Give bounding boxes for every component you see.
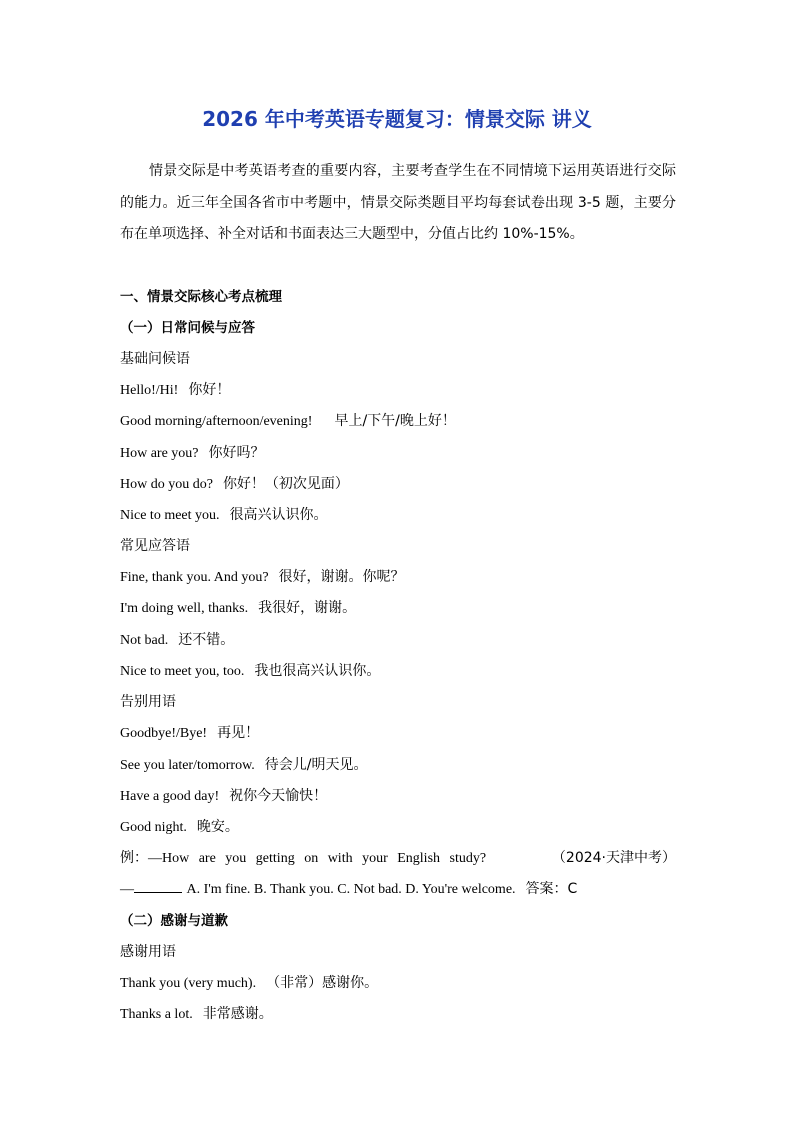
english-phrase: Goodbye!/Bye! (120, 726, 208, 741)
english-phrase: I'm doing well, thanks. (120, 601, 249, 616)
chinese-meaning: 晚安。 (196, 819, 239, 835)
answer-text: 答案：C (525, 881, 578, 897)
phrase-line (120, 409, 456, 433)
chinese-meaning: 你好！（初次见面） (222, 476, 349, 492)
chinese-meaning: 还不错。 (178, 632, 235, 648)
phrase-line (120, 659, 380, 683)
english-phrase: Have a good day! (120, 789, 220, 804)
chinese-meaning: 你好吗？ (208, 445, 265, 461)
english-phrase: Not bad. (120, 633, 169, 648)
options-text: A. I'm fine. B. Thank you. C. Not bad. D. You're welcome. (186, 882, 516, 897)
group-heading-farewells: 告别用语 (120, 694, 176, 710)
phrase-line (120, 971, 378, 995)
chinese-meaning: 早上/下午/晚上好！ (334, 413, 456, 429)
phrase-line (120, 378, 230, 402)
english-phrase: How do you do? (120, 477, 213, 492)
chinese-meaning: 再见！ (217, 725, 260, 741)
phrase-line (120, 628, 234, 652)
phrase-line (120, 753, 368, 777)
english-phrase: Fine, thank you. And you? (120, 570, 269, 585)
phrase-line (120, 472, 349, 496)
subsection-heading: （二）感谢与道歉 (120, 913, 228, 929)
english-phrase: Good night. (120, 820, 187, 835)
example-label: 例： (120, 850, 148, 866)
phrase-line (120, 596, 356, 620)
english-phrase: Nice to meet you, too. (120, 664, 245, 679)
chinese-meaning: 我很好，谢谢。 (258, 600, 357, 616)
example-question (120, 846, 676, 870)
phrase-line (120, 1002, 273, 1026)
example-question-text: —How are you getting on with your English study? (148, 851, 487, 866)
chinese-meaning: 很高兴认识你。 (229, 507, 328, 523)
chinese-meaning: 我也很高兴认识你。 (254, 663, 381, 679)
chinese-meaning: 非常感谢。 (202, 1006, 273, 1022)
phrase-line (120, 815, 239, 839)
english-phrase: Thanks a lot. (120, 1007, 193, 1022)
section-heading: 一、情景交际核心考点梳理 (120, 289, 282, 305)
english-phrase: Hello!/Hi! (120, 383, 179, 398)
document-title: 2026 年中考英语专题复习：情景交际 讲义 (202, 107, 592, 131)
example-source: （2024·天津中考） (551, 850, 676, 866)
english-phrase: How are you? (120, 446, 199, 461)
answer-dash: — (120, 882, 134, 897)
group-heading-greetings: 基础问候语 (120, 351, 190, 367)
phrase-line (120, 565, 405, 589)
example-options (120, 877, 577, 901)
chinese-meaning: 你好！ (188, 382, 231, 398)
english-phrase: Thank you (very much). (120, 976, 257, 991)
phrase-line (120, 503, 328, 527)
phrase-line (120, 721, 259, 745)
answer-blank (134, 878, 182, 893)
phrase-line (120, 784, 327, 808)
chinese-meaning: 祝你今天愉快！ (229, 788, 328, 804)
chinese-meaning: 待会儿/明天见。 (264, 757, 368, 773)
group-heading-responses: 常见应答语 (120, 538, 190, 554)
chinese-meaning: （非常）感谢你。 (266, 975, 379, 991)
subsection-heading: （一）日常问候与应答 (120, 320, 255, 336)
chinese-meaning: 很好，谢谢。你呢？ (278, 569, 405, 585)
english-phrase: Nice to meet you. (120, 508, 220, 523)
phrase-line (120, 441, 265, 465)
english-phrase: See you later/tomorrow. (120, 758, 255, 773)
group-heading-thanks: 感谢用语 (120, 944, 176, 960)
intro-paragraph: 情景交际是中考英语考查的重要内容，主要考查学生在不同情境下运用英语进行交际的能力。近三年全国各省市中考题中，情景交际类题目平均每套试卷出现 3-5 题，主要分布在单项选择、补全对话和书面表达三大题型中，分值占比约 10%-15%。 (120, 163, 676, 242)
english-phrase: Good morning/afternoon/evening! (120, 414, 313, 429)
